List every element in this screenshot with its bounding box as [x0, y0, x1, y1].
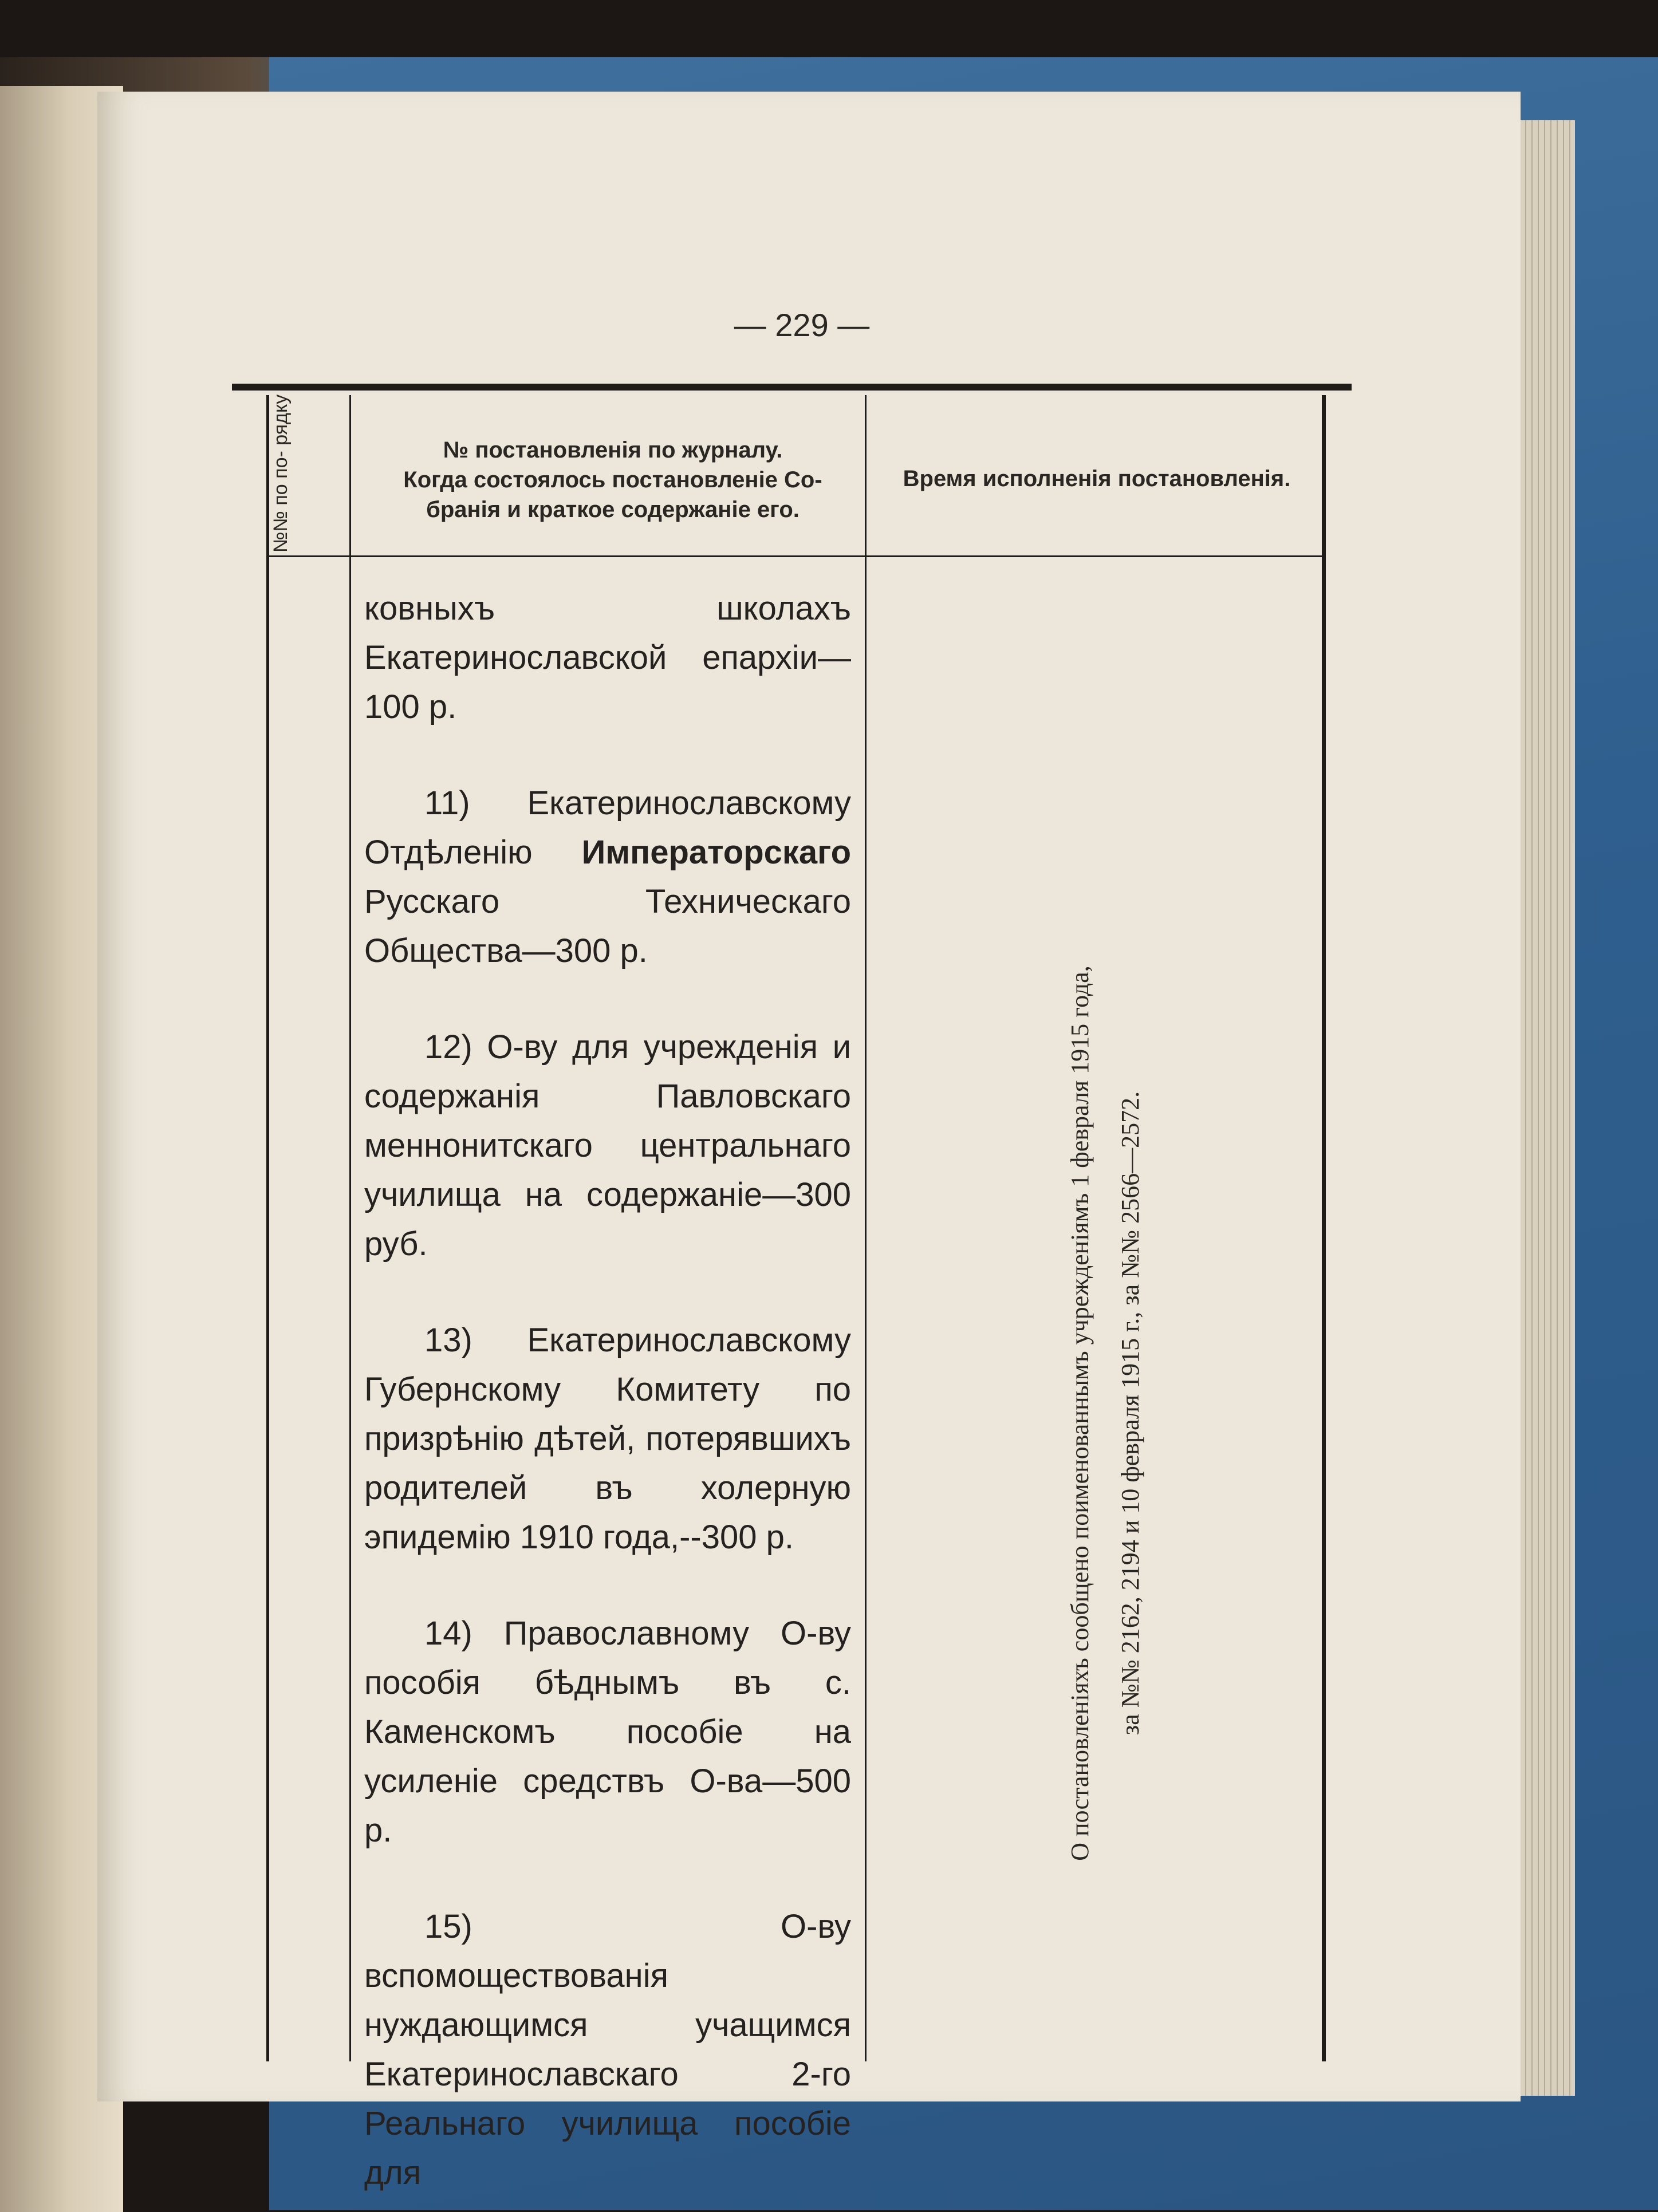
column-header-resolution-line-3: бранія и краткое содержаніе его. [426, 497, 800, 522]
execution-note-line-2: за №№ 2162, 2194 и 10 февраля 1915 г., за №№ 2566—2572. [1116, 1091, 1144, 1736]
entry-15: 15) О-ву вспомоществованія нуждающимся учащимся Екатеринославскаго 2-го Реальнаго училища пособіе для [364, 1908, 851, 2191]
page-number: — 229 — [734, 307, 870, 343]
column-header-resolution-line-1: № постановленія по журналу. [443, 437, 783, 463]
entry-continuation: ковныхъ школахъ Екатеринославской епархіи—100 р. [364, 590, 851, 725]
column-header-resolution [378, 435, 848, 525]
column-header-number: №№ по по- рядку [270, 394, 292, 553]
entry-13: 13) Екатеринославскому Губернскому Комитету по призрѣнію дѣтей, потерявшихъ родителей въ холерную эпидемію 1910 года,--300 р. [364, 1322, 851, 1556]
column-divider-1 [349, 395, 351, 2061]
table-left-border [266, 395, 269, 2061]
column-divider-2 [865, 395, 867, 2061]
table-right-border [1322, 395, 1326, 2061]
entry-11: 11) Екатеринославскому Отдѣленію Императорскаго Русскаго Техническаго Общества—300 р. [364, 784, 851, 969]
execution-note [1055, 892, 1156, 1934]
entry-14: 14) Православному О-ву пособія бѣднымъ въ с. Каменскомъ пособіе на усиленіе средствъ О-ва—500 р. [364, 1615, 851, 1849]
table-header-rule [266, 555, 1326, 557]
table-top-rule [232, 384, 1352, 391]
entry-12: 12) О-ву для учрежденія и содержанія Павловскаго меннонитскаго центральнаго училища на содержаніе—300 руб. [364, 1028, 851, 1263]
resolution-entries [364, 584, 851, 2198]
execution-note-line-1: О постановленіяхъ сообщено поименованнымъ учрежденіямъ 1 февраля 1915 года, [1066, 965, 1094, 1861]
column-header-resolution-line-2: Когда состоялось постановленіе Со- [403, 467, 822, 492]
column-header-execution-time: Время исполненія постановленія. [903, 466, 1291, 491]
